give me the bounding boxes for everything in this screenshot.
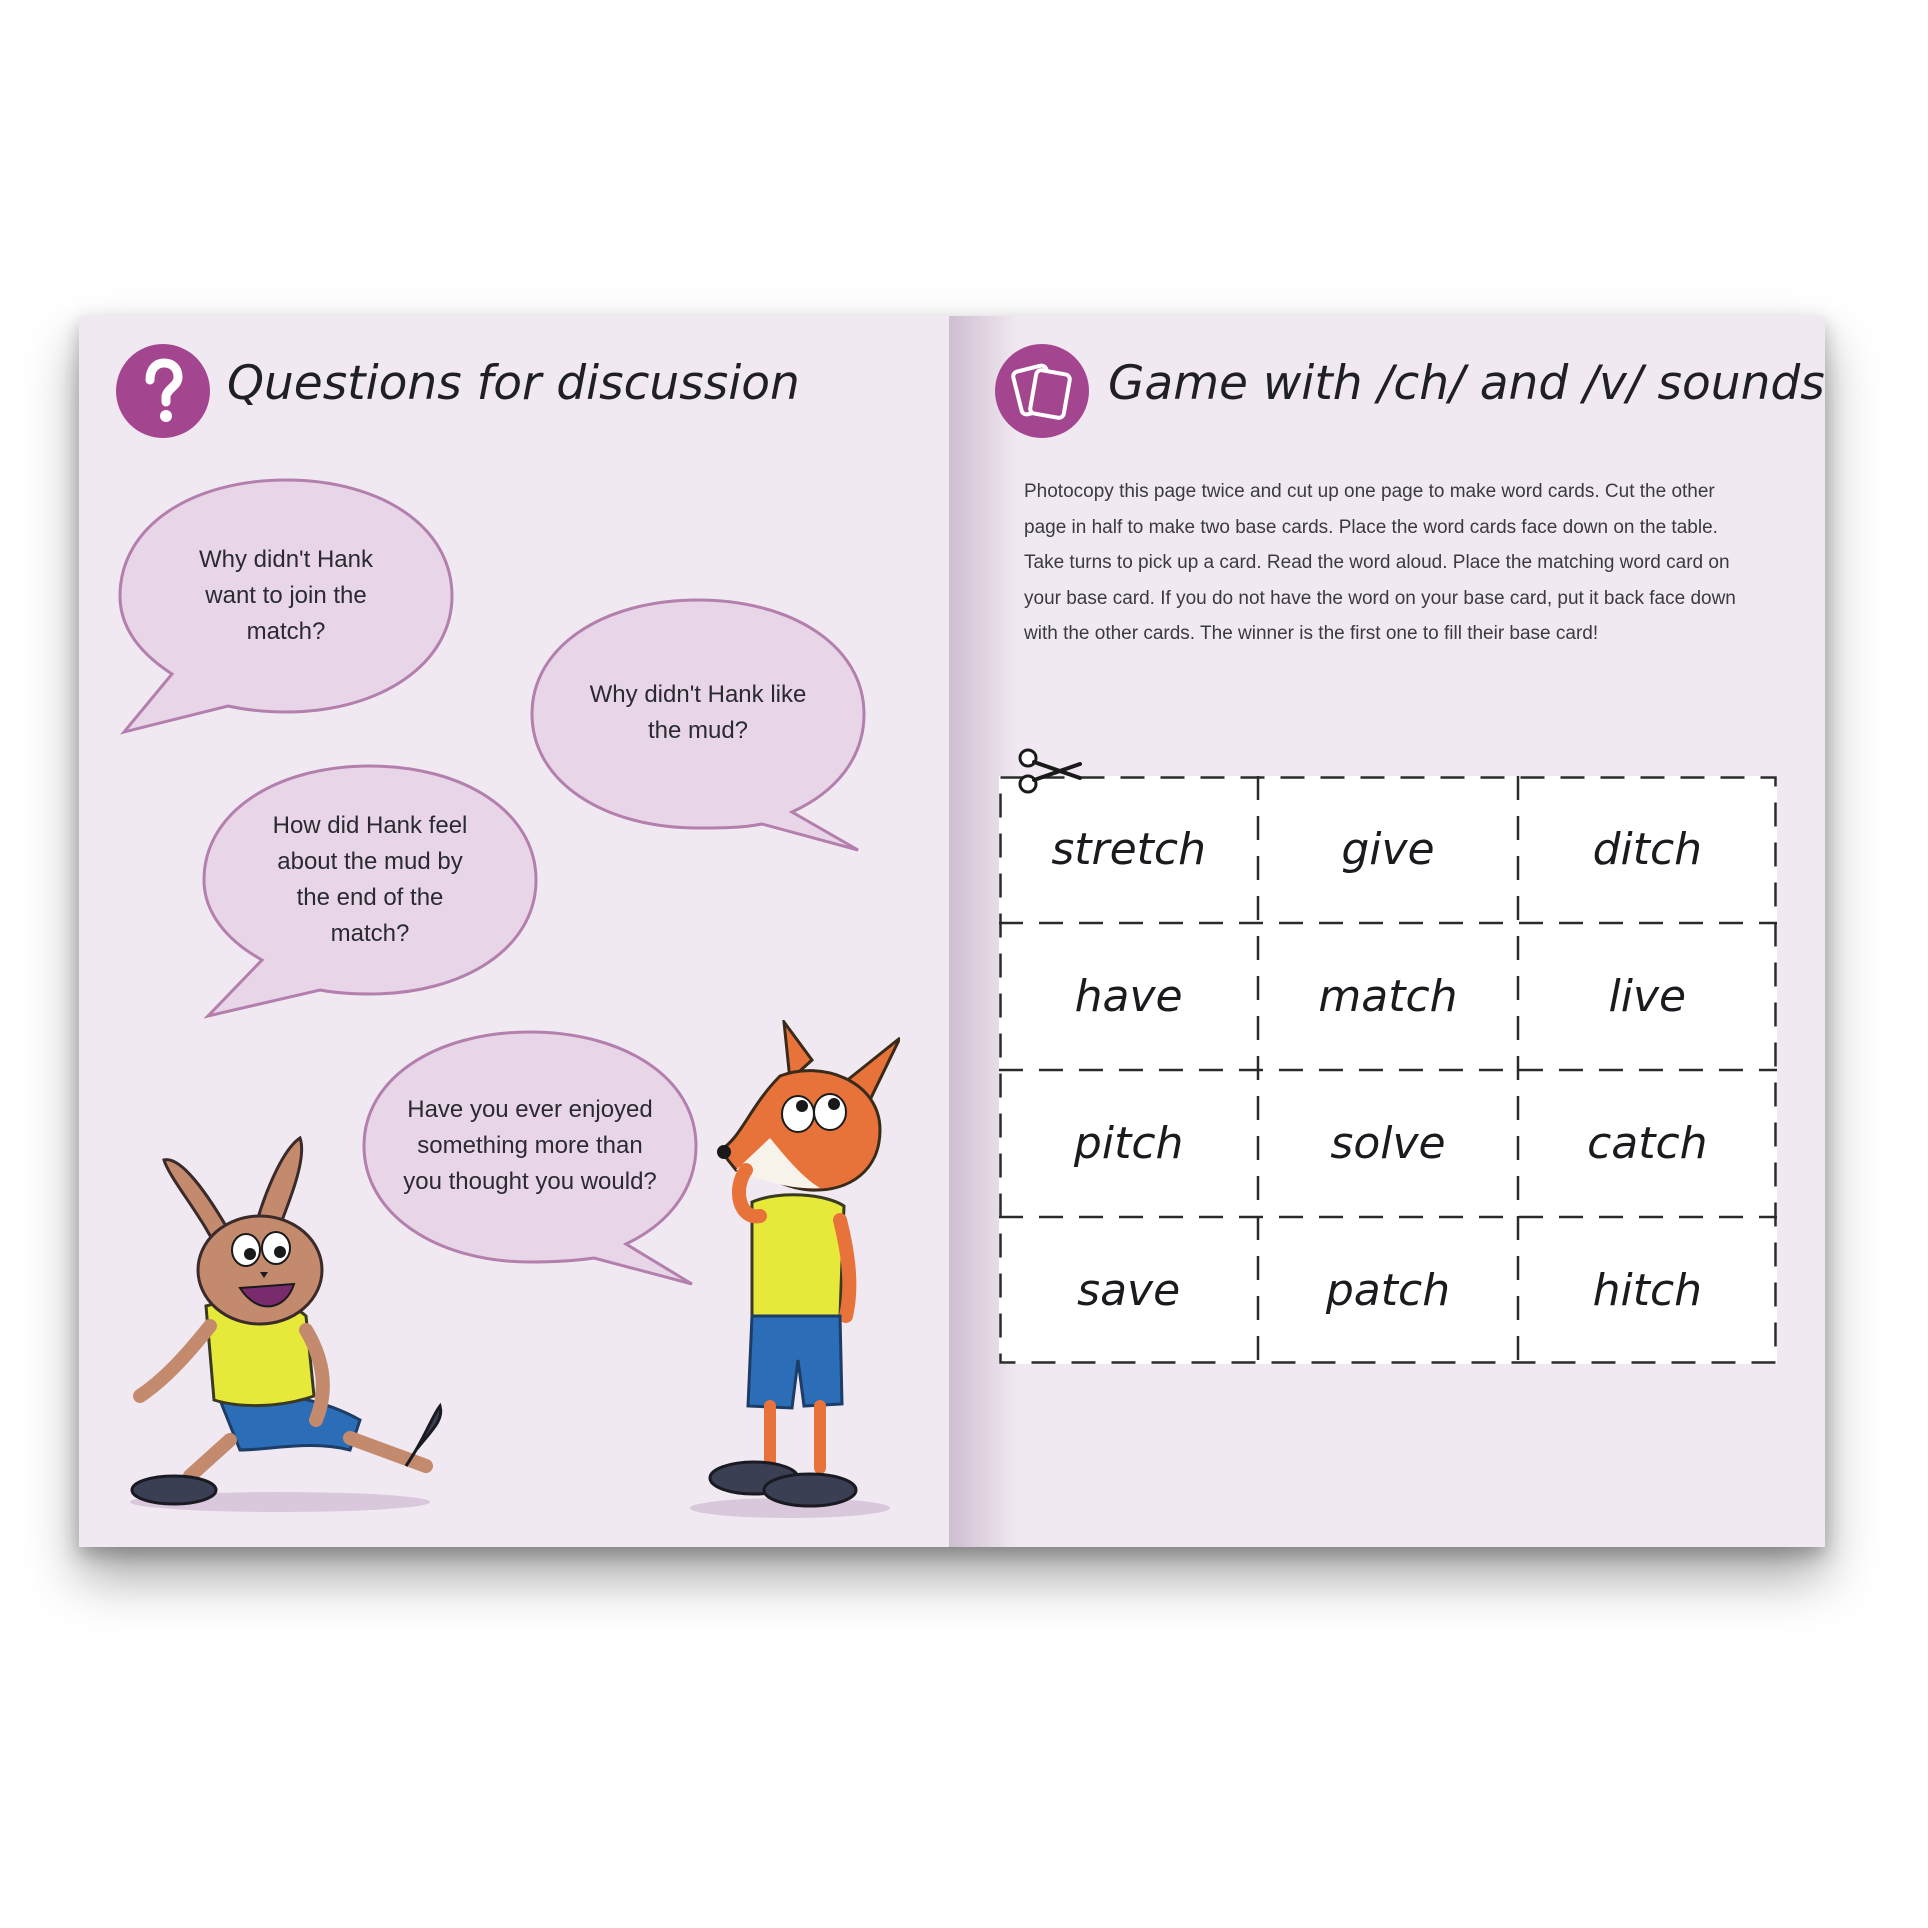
fox-character-illustration [680,1020,900,1520]
word-card: save [1077,1265,1181,1316]
word-card: catch [1587,1118,1708,1169]
word-card: solve [1330,1118,1446,1169]
bubble-text-1: Why didn't Hank want to join the match? [199,546,373,645]
bubble-text-2: Why didn't Hank like the mud? [589,681,807,744]
speech-bubble-3 [202,764,538,996]
word-card: patch [1325,1265,1451,1316]
left-page-title: Questions for discussion [227,356,800,411]
right-page-title: Game with /ch/ and /v/ sounds [1108,356,1825,411]
word-card-grid [999,776,1777,1364]
word-card: ditch [1592,824,1703,875]
word-card: match [1318,971,1458,1022]
bubble-text-3: How did Hank feel about the mud by the end of the match? [272,812,468,947]
scissors-icon [1016,746,1082,796]
word-card: have [1074,971,1183,1022]
word-card: pitch [1073,1118,1184,1169]
word-card: live [1608,971,1687,1022]
word-card: give [1341,824,1435,875]
question-mark-icon [116,344,210,438]
bubble-text-4: Have you ever enjoyed something more than you thought you would? [403,1096,657,1195]
speech-bubble-1 [118,478,454,714]
word-card: hitch [1592,1265,1703,1316]
word-card: stretch [1051,824,1206,875]
speech-bubble-2 [530,598,866,828]
cards-icon [995,344,1089,438]
game-instructions: Photocopy this page twice and cut up one page to make word cards. Cut the other page in half to make two base cards. Place the word cards face down on the table. Take turns to pick up a card. Read the word aloud. Place the matching word card on your base card. If you do not have the word on your base card, put it back face down with the other cards. The winner is the first one to fill their base card! [1024,481,1736,645]
rabbit-character-illustration [110,1120,450,1520]
